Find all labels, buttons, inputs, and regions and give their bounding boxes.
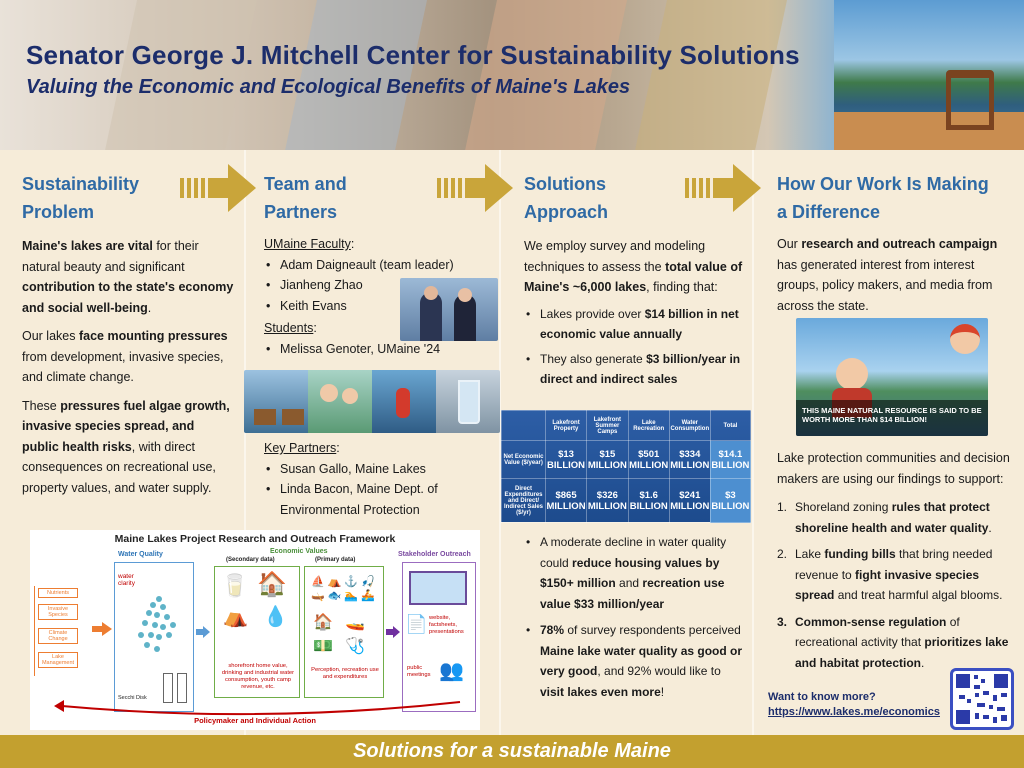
driver-item: Invasive Species	[38, 604, 78, 620]
table-header: Lakefront Property	[546, 411, 587, 441]
list-item: • They also generate $3 billion/year in direct and indirect sales	[524, 349, 746, 390]
footer-tagline: Solutions for a sustainable Maine	[353, 740, 671, 762]
partners-label: Key Partners:	[264, 441, 340, 455]
water-clarity-label: water clarity	[118, 573, 135, 587]
framework-title: Maine Lakes Project Research and Outreach Framework	[114, 533, 396, 545]
secondary-data-label: (Secondary data)	[226, 557, 275, 563]
public-meetings-text: public meetings	[407, 665, 431, 678]
partners-list	[264, 459, 494, 521]
heading-solutions-approach: Solutions Approach	[524, 174, 609, 222]
water-quality-box	[114, 562, 194, 712]
table-header: Lake Recreation	[628, 411, 669, 441]
arrow-right-icon	[92, 622, 112, 636]
problem-paragraph-3: These pressures fuel algae growth, invasive species spread, and public health risks, with direct consequences on recreational use, property values, and water supply.	[22, 398, 230, 495]
list-item: 3. Common-sense regulation of recreational activity that prioritizes lake and habitat protection.	[777, 614, 1009, 670]
partners-section	[264, 438, 494, 520]
meeting-icon: 👥	[439, 660, 464, 682]
heading-team-partners: Team and Partners	[264, 174, 347, 222]
more-info: Want to know more? https://www.lakes.me/economics	[768, 690, 948, 720]
house-icon: 🏠	[313, 614, 333, 631]
adirondack-chair-image	[946, 70, 994, 130]
primary-data-label: (Primary data)	[315, 557, 356, 563]
arrow-right-icon	[196, 626, 210, 638]
heading-sustainability-problem: Sustainability Problem	[22, 174, 140, 222]
list-item: 2. Lake funding bills that bring needed revenue to fight invasive species spread and treat harmful algal blooms.	[777, 547, 1003, 602]
secondary-data-box	[214, 566, 300, 698]
stakeholder-outreach-label: Stakeholder Outreach	[398, 551, 471, 558]
drivers-box	[34, 586, 78, 676]
water-drop-icon: 💧	[263, 606, 288, 628]
outreach-paragraph: Our research and outreach campaign has generated interest from interest groups, policy makers, and media from across the state.	[777, 237, 998, 313]
secchi-disk-label: Secchi Disk	[118, 695, 147, 701]
list-item: • 78% of survey respondents perceived Maine lake water quality as good or very good, and 92% would like to visit lakes even more!	[524, 620, 746, 702]
driver-item: Nutrients	[38, 588, 78, 598]
heading-making-difference: How Our Work Is Making a Difference	[777, 174, 989, 222]
outreach-materials-text: website, factsheets, presentations	[429, 615, 464, 635]
table-row: Net Economic Value ($/year) $13 BILLION $15 MILLION $501 MILLION $334 MILLION $14.1 BILLION	[502, 441, 751, 479]
primary-data-box	[304, 566, 384, 698]
driver-item: Lake Management	[38, 652, 78, 668]
faculty-label: UMaine Faculty:	[264, 237, 355, 251]
students-label: Students:	[264, 321, 317, 335]
document-icon: 📄	[405, 614, 428, 634]
footer-bar	[0, 735, 1024, 768]
table-header: Water Consumption	[669, 411, 710, 441]
lake-activity-photos	[244, 370, 500, 433]
table-header: Lakefront Summer Camps	[587, 411, 629, 441]
problem-paragraph-2: Our lakes face mounting pressures from development, invasive species, and climate change.	[22, 329, 228, 384]
economic-values-label: Economic Values	[270, 548, 328, 555]
house-dollar-icon: 🏠	[257, 571, 287, 598]
arrow-right-icon	[386, 626, 400, 638]
news-caption: THIS MAINE NATURAL RESOURCE IS SAID TO BE WORTH MORE THAN $14 BILLION!	[802, 406, 982, 424]
value-table	[501, 410, 751, 523]
secondary-data-text: shorefront home value, drinking and industrial water consumption, youth camp revenue, etc.	[221, 663, 295, 690]
action-label: Policymaker and Individual Action	[194, 716, 316, 725]
findings-list	[524, 304, 746, 390]
table-header	[502, 411, 546, 441]
economic-value-table	[501, 410, 751, 522]
recreation-icons: ⛵⛺⚓🎣 🛶🐟🏊🚣	[311, 576, 378, 602]
header-banner	[0, 0, 1024, 150]
qr-code	[950, 668, 1014, 730]
driver-item: Climate Change	[38, 628, 78, 644]
boat-icon: 🚤	[345, 614, 365, 631]
approach-intro: We employ survey and modeling techniques to assess the total value of Maine's ~6,000 lakes, finding that:	[524, 239, 743, 294]
support-list	[777, 497, 1013, 673]
stakeholder-outreach-box	[402, 562, 476, 712]
list-item: • Adam Daigneault (team leader)	[264, 255, 494, 276]
students-list	[264, 339, 494, 360]
health-icon: 🩺	[345, 638, 365, 655]
support-intro: Lake protection communities and decision makers are using our findings to support:	[777, 451, 1010, 486]
list-item: • A moderate decline in water quality could reduce housing values by $150+ million and recreation use value $33 million/year	[524, 532, 746, 614]
camp-icon: ⛺	[223, 606, 248, 628]
poster-subtitle: Valuing the Economic and Ecological Benefits of Maine's Lakes	[26, 76, 631, 98]
framework-diagram	[30, 530, 480, 730]
maine-lakes-map-icon	[129, 591, 189, 661]
table-header: Total	[710, 411, 750, 441]
table-row: Direct Expenditures and Direct/ Indirect Sales ($/yr) $865 MILLION $326 MILLION $1.6 BILLION $241 MILLION $3 BILLION	[502, 479, 751, 523]
money-icon: 💵	[313, 638, 333, 655]
dock-image	[834, 112, 1024, 150]
support-section	[777, 448, 1013, 673]
problem-paragraph-1: Maine's lakes are vital for their natural beauty and significant contribution to the state's economy and social well-being.	[22, 239, 234, 315]
list-item: • Susan Gallo, Maine Lakes	[264, 459, 494, 480]
water-glass-icon: 🥛	[221, 573, 249, 598]
water-quality-label: Water Quality	[118, 551, 163, 558]
list-item: • Melissa Genoter, UMaine '24	[264, 339, 494, 360]
column-divider	[752, 150, 754, 735]
list-item: • Jianheng Zhao	[264, 275, 494, 296]
primary-data-text: Perception, recreation use and expenditures	[311, 667, 379, 680]
poster-title: Senator George J. Mitchell Center for Sustainability Solutions	[26, 40, 800, 70]
list-item: 1. Shoreland zoning rules that protect shoreline health and water quality.	[777, 500, 992, 535]
list-item: • Lakes provide over $14 billion in net economic value annually	[524, 304, 746, 345]
economics-link[interactable]: https://www.lakes.me/economics	[768, 706, 940, 718]
news-article-image	[796, 318, 988, 436]
findings-list-2	[524, 532, 746, 702]
list-item: • Linda Bacon, Maine Dept. of Environmental Protection	[264, 479, 494, 520]
team-photo	[400, 278, 498, 341]
list-item: • Keith Evans	[264, 296, 494, 317]
computer-icon	[409, 571, 467, 605]
